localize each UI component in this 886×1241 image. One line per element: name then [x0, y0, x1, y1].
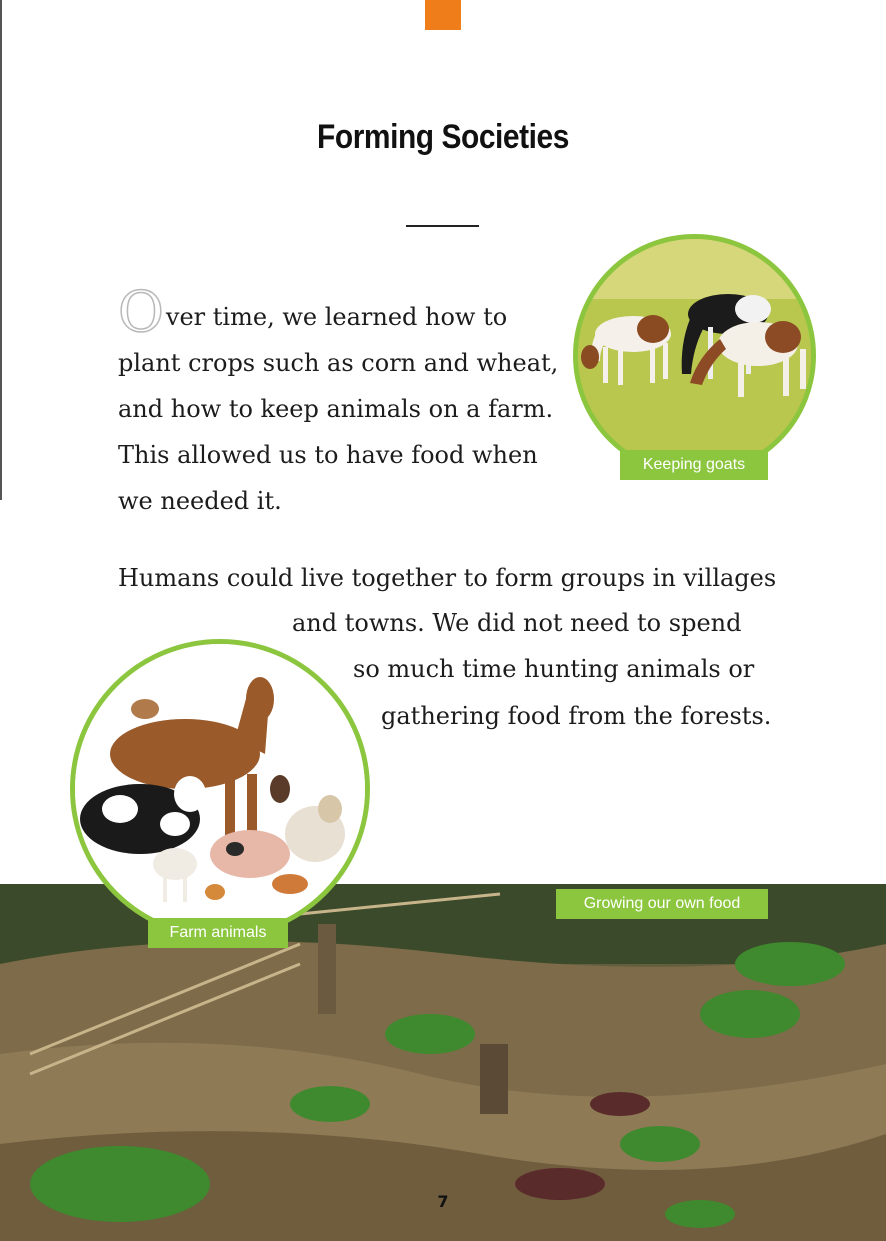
- garden-caption: Growing our own food: [556, 889, 768, 919]
- page-title: Forming Societies: [317, 118, 569, 156]
- paragraph-1-line-5: we needed it.: [118, 487, 282, 515]
- drop-cap: O: [118, 280, 164, 345]
- page-edge-rule: [0, 0, 2, 500]
- page-tab-marker: [425, 0, 461, 30]
- paragraph-2-line-4: gathering food from the forests.: [381, 702, 772, 730]
- paragraph-1-line-3: and how to keep animals on a farm.: [118, 395, 554, 423]
- page-number: 7: [437, 1192, 449, 1211]
- goats-caption: Keeping goats: [620, 450, 768, 480]
- paragraph-1-line-1: [118, 280, 558, 345]
- paragraph-2-line-1: Humans could live together to form groups in villages: [118, 564, 777, 592]
- paragraph-1-line-4: This allowed us to have food when: [118, 441, 538, 469]
- garden-photo: [0, 884, 886, 1241]
- goats-illustration: [578, 239, 811, 472]
- farm-animals-illustration: [75, 644, 365, 934]
- farm-animals-caption: Farm animals: [148, 918, 288, 948]
- goats-photo: [573, 234, 816, 477]
- paragraph-2-line-2: and towns. We did not need to spend: [292, 609, 742, 637]
- paragraph-1-line-2: plant crops such as corn and wheat,: [118, 349, 559, 377]
- paragraph-1-line-1-text: ver time, we learned how to: [165, 303, 508, 331]
- garden-illustration: [0, 884, 886, 1241]
- title-divider: [406, 225, 479, 227]
- farm-animals-photo: [70, 639, 370, 939]
- paragraph-2-line-3: so much time hunting animals or: [353, 655, 755, 683]
- paragraph-1: [118, 280, 559, 524]
